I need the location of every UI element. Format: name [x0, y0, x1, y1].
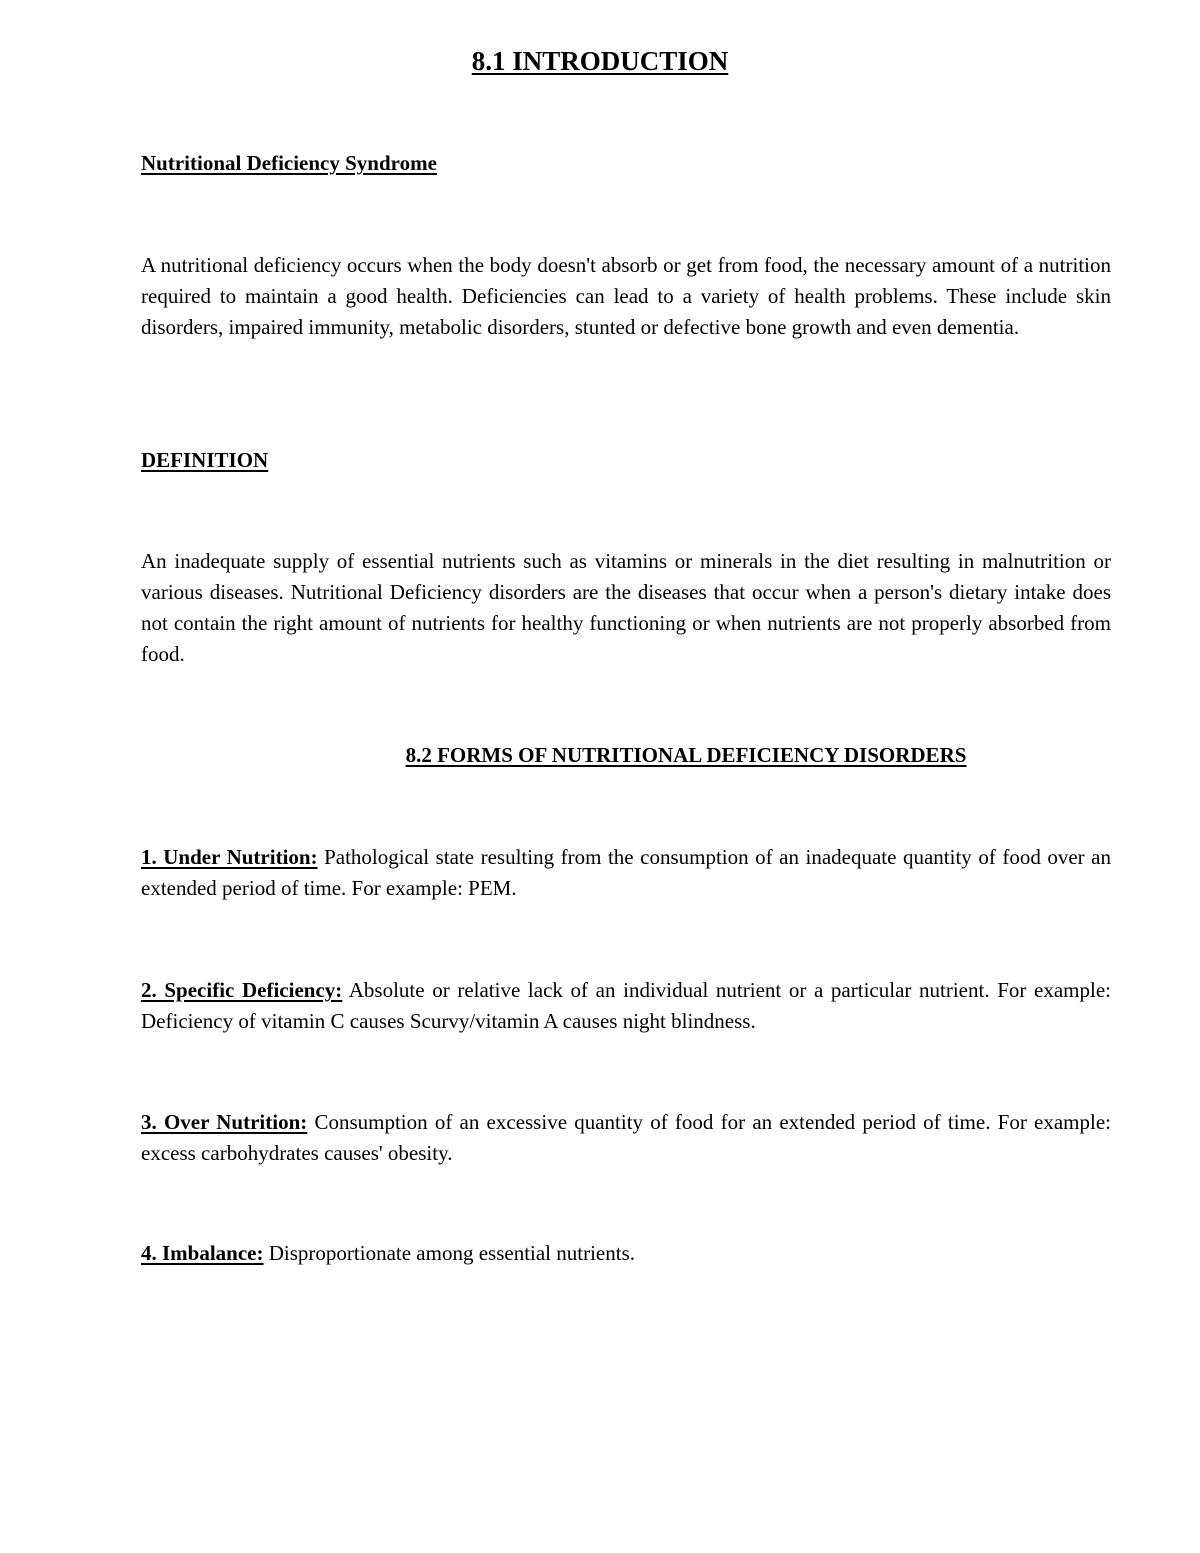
form-item-text: Consumption of an excessive quantity of food for an extended period of time. For example: excess carbohydrates causes' obesity.: [141, 1110, 1111, 1165]
form-item-specific-deficiency: [141, 975, 1111, 1037]
subtitle-heading: Nutritional Deficiency Syndrome: [141, 151, 437, 175]
form-item-under-nutrition: [141, 842, 1111, 904]
page-title: 8.1 INTRODUCTION: [471, 46, 729, 76]
form-item-over-nutrition: [141, 1107, 1111, 1169]
form-item-label: 3. Over Nutrition:: [141, 1110, 308, 1134]
definition-paragraph: An inadequate supply of essential nutrients such as vitamins or minerals in the diet resulting in malnutrition or various diseases. Nutritional Deficiency disorders are the diseases that occur when a person's dietary intake does not contain the right amount of nutrients for healthy functioning or when nutrients are not properly absorbed from food.: [141, 549, 1111, 666]
intro-paragraph: A nutritional deficiency occurs when the body doesn't absorb or get from food, the necessary amount of a nutrition required to maintain a good health. Deficiencies can lead to a variety of health problems. These include skin disorders, impaired immunity, metabolic disorders, stunted or defective bone growth and even dementia.: [141, 253, 1111, 339]
form-item-label: 2. Specific Deficiency:: [141, 978, 343, 1002]
form-item-label: 1. Under Nutrition:: [141, 845, 318, 869]
form-item-text: Disproportionate among essential nutrients.: [263, 1241, 636, 1265]
definition-heading: DEFINITION: [141, 448, 269, 472]
form-item-text: Pathological state resulting from the consumption of an inadequate quantity of food over an extended period of time. For example: PEM.: [141, 845, 1112, 900]
form-item-label: 4. Imbalance:: [141, 1241, 264, 1265]
form-item-imbalance: [141, 1238, 1111, 1269]
section-heading-forms: 8.2 FORMS OF NUTRITIONAL DEFICIENCY DISORDERS: [405, 743, 967, 767]
form-item-text: Absolute or relative lack of an individual nutrient or a particular nutrient. For example: Deficiency of vitamin C causes Scurvy/vitamin A causes night blindness.: [141, 978, 1111, 1033]
